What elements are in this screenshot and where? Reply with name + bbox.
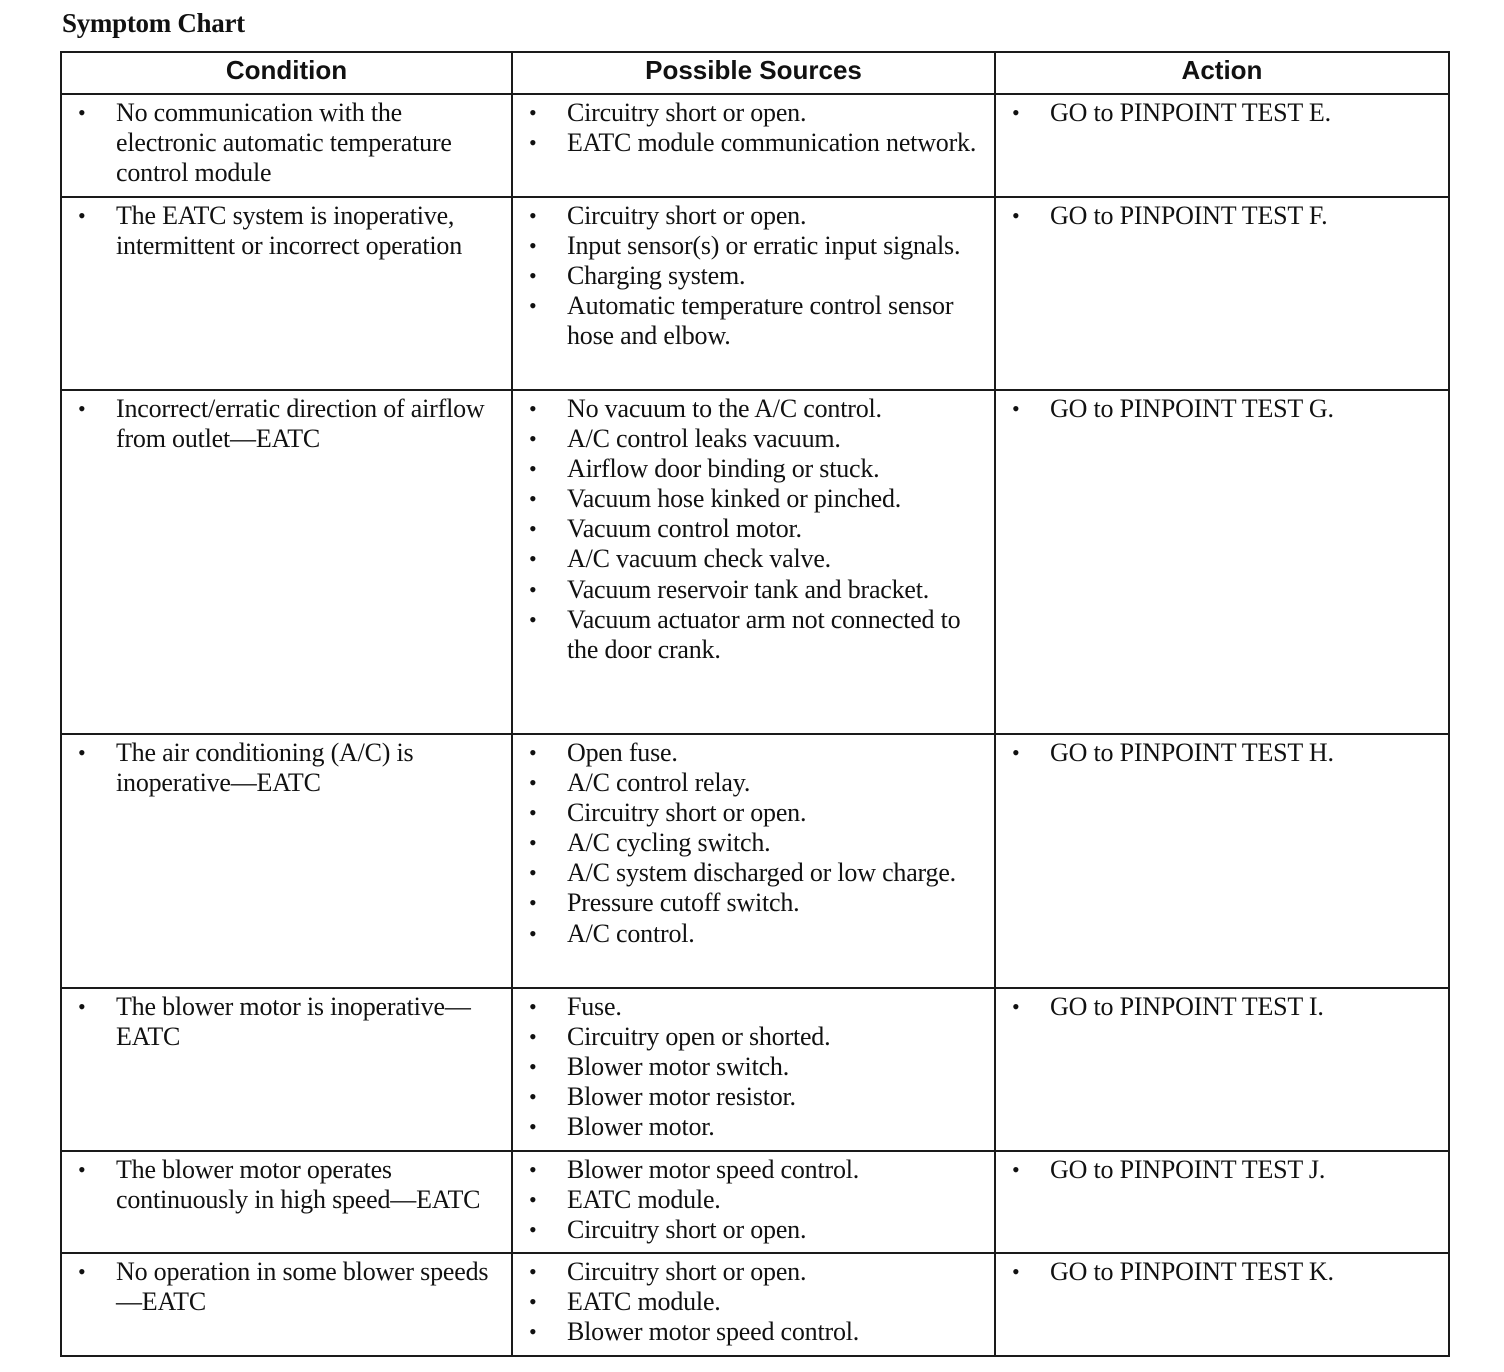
source-item: • Pressure cutoff switch. (521, 888, 986, 918)
source-item: • Blower motor switch. (521, 1052, 986, 1082)
table-row (61, 1253, 1449, 1356)
action-text: • GO to PINPOINT TEST J. (1004, 1155, 1440, 1185)
source-item: • Circuitry short or open. (521, 1215, 986, 1245)
condition-cell (61, 1151, 512, 1253)
table-row (61, 988, 1449, 1151)
source-item: • Input sensor(s) or erratic input signals. (521, 231, 986, 261)
action-text: • GO to PINPOINT TEST G. (1004, 394, 1440, 424)
symptom-table (60, 51, 1450, 1357)
condition-cell (61, 197, 512, 390)
source-item: • Circuitry short or open. (521, 798, 986, 828)
source-item: • Circuitry short or open. (521, 201, 986, 231)
source-item: • A/C control leaks vacuum. (521, 424, 986, 454)
action-text: • GO to PINPOINT TEST H. (1004, 738, 1440, 768)
action-cell (995, 1253, 1449, 1356)
condition-text: • Incorrect/erratic direction of airflow from outlet—EATC (70, 394, 503, 454)
source-item: • No vacuum to the A/C control. (521, 394, 986, 424)
action-cell (995, 1151, 1449, 1253)
source-item: • Blower motor resistor. (521, 1082, 986, 1112)
source-item: • Circuitry short or open. (521, 98, 986, 128)
condition-cell (61, 734, 512, 988)
sources-cell (512, 197, 995, 390)
source-item: • A/C cycling switch. (521, 828, 986, 858)
action-cell (995, 390, 1449, 734)
sources-cell (512, 94, 995, 197)
sources-cell (512, 734, 995, 988)
condition-text: • The blower motor is inoperative—EATC (70, 992, 503, 1052)
source-item: • EATC module. (521, 1185, 986, 1215)
condition-text: • The blower motor operates continuously in high speed—EATC (70, 1155, 503, 1215)
source-item: • Airflow door binding or stuck. (521, 454, 986, 484)
table-row (61, 197, 1449, 390)
source-item: • A/C control relay. (521, 768, 986, 798)
action-cell (995, 197, 1449, 390)
table-row (61, 1151, 1449, 1253)
table-row (61, 390, 1449, 734)
action-cell (995, 988, 1449, 1151)
action-cell (995, 94, 1449, 197)
action-cell (995, 734, 1449, 988)
source-item: • Fuse. (521, 992, 986, 1022)
condition-cell (61, 1253, 512, 1356)
action-text: • GO to PINPOINT TEST I. (1004, 992, 1440, 1022)
action-text: • GO to PINPOINT TEST K. (1004, 1257, 1440, 1287)
action-text: • GO to PINPOINT TEST F. (1004, 201, 1440, 231)
source-item: • Vacuum hose kinked or pinched. (521, 484, 986, 514)
chart-title: Symptom Chart (62, 8, 245, 38)
source-item: • Blower motor speed control. (521, 1155, 986, 1185)
condition-text: • The air conditioning (A/C) is inoperative—EATC (70, 738, 503, 798)
table-row (61, 734, 1449, 988)
sources-cell (512, 988, 995, 1151)
source-item: • A/C control. (521, 919, 986, 949)
sources-cell (512, 1253, 995, 1356)
source-item: • Vacuum reservoir tank and bracket. (521, 575, 986, 605)
source-item: • Circuitry short or open. (521, 1257, 986, 1287)
condition-text: • No communication with the electronic automatic temperature control module (70, 98, 503, 188)
source-item: • EATC module communication network. (521, 128, 986, 158)
action-text: • GO to PINPOINT TEST E. (1004, 98, 1440, 128)
source-item: • Blower motor. (521, 1112, 986, 1142)
source-item: • Automatic temperature control sensor hose and elbow. (521, 291, 986, 351)
condition-cell (61, 94, 512, 197)
source-item: • Vacuum actuator arm not connected to the door crank. (521, 605, 986, 665)
header-possible-sources: Possible Sources (512, 52, 995, 94)
condition-text: • The EATC system is inoperative, intermittent or incorrect operation (70, 201, 503, 261)
condition-cell (61, 988, 512, 1151)
table-row (61, 94, 1449, 197)
source-item: • Blower motor speed control. (521, 1317, 986, 1347)
sources-cell (512, 1151, 995, 1253)
source-item: • Charging system. (521, 261, 986, 291)
header-action: Action (995, 52, 1449, 94)
source-item: • EATC module. (521, 1287, 986, 1317)
condition-text: • No operation in some blower speeds—EATC (70, 1257, 503, 1317)
source-item: • A/C system discharged or low charge. (521, 858, 986, 888)
condition-cell (61, 390, 512, 734)
header-row (61, 52, 1449, 94)
sources-cell (512, 390, 995, 734)
source-item: • A/C vacuum check valve. (521, 544, 986, 574)
source-item: • Open fuse. (521, 738, 986, 768)
source-item: • Vacuum control motor. (521, 514, 986, 544)
header-condition: Condition (61, 52, 512, 94)
source-item: • Circuitry open or shorted. (521, 1022, 986, 1052)
